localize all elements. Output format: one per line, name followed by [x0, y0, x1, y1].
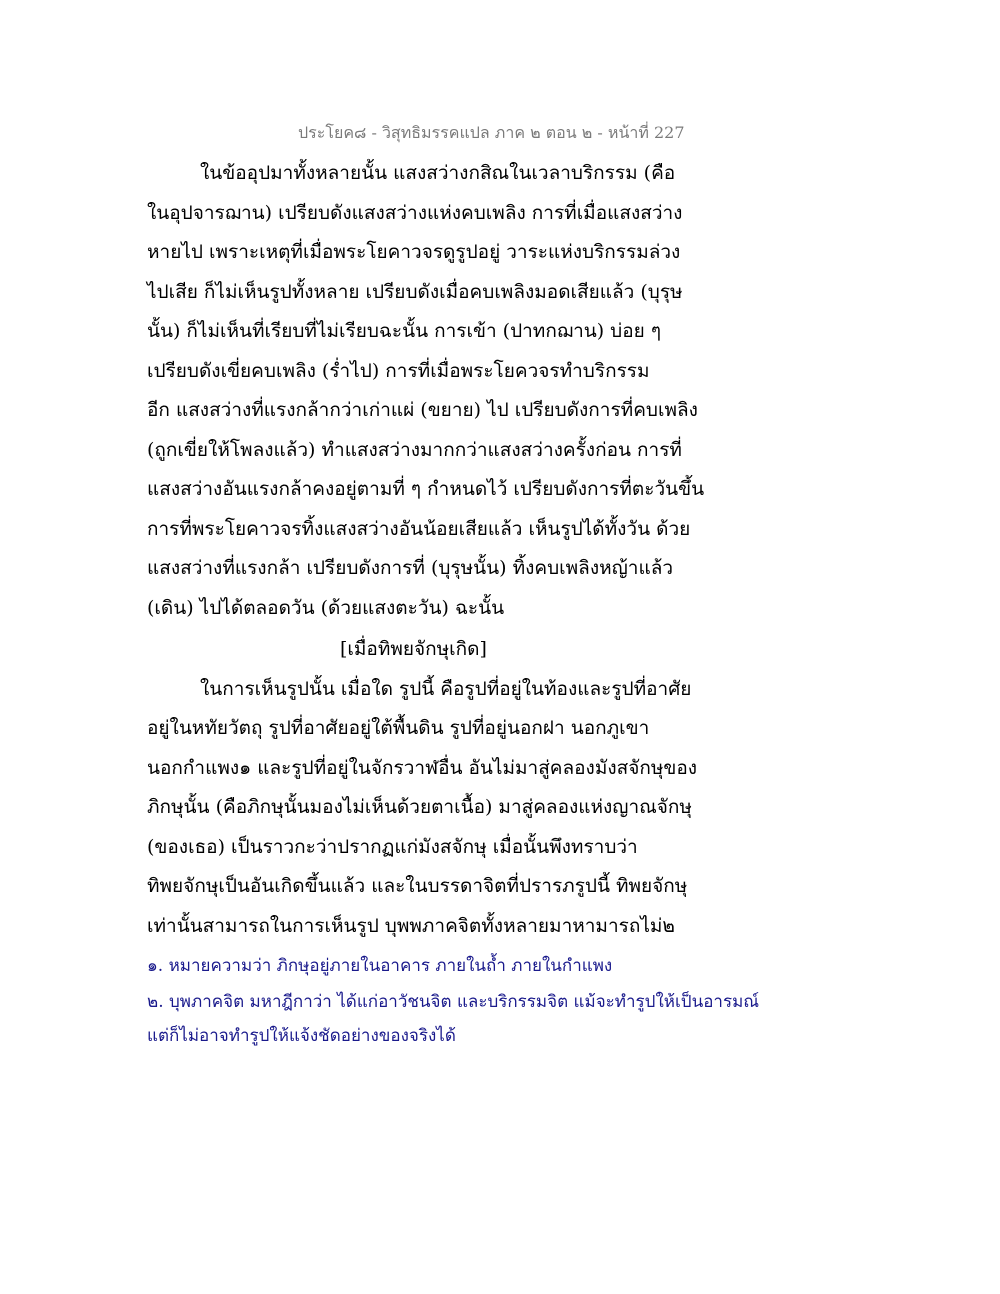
body-line: อีก แสงสว่างที่แรงกล้ากว่าเก่าแผ่ (ขยาย) ไป เปรียบดังการที่คบเพลิง [147, 399, 698, 421]
footnote-2: ๒. บุพภาคจิต มหาฎีกาว่า ได้แก่อาวัชนจิต และบริกรรมจิต แม้จะทำรูปให้เป็นอารมณ์ [147, 992, 760, 1012]
body-line: อยู่ในหทัยวัตถุ รูปที่อาศัยอยู่ใต้พื้นดิน รูปที่อยู่นอกฝา นอกภูเขา [147, 717, 650, 739]
body-line: แสงสว่างอันแรงกล้าคงอยู่ตามที่ ๆ กำหนดไว้ เปรียบดังการที่ตะวันขึ้น [147, 478, 705, 500]
body-line: (ของเธอ) เป็นราวกะว่าปรากฏแก่มังสจักษุ เมื่อนั้นพึงทราบว่า [147, 836, 638, 858]
body-line: แสงสว่างที่แรงกล้า เปรียบดังการที่ (บุรุษนั้น) ทิ้งคบเพลิงหญ้าแล้ว [147, 557, 674, 579]
body-line: การที่พระโยคาวจรทิ้งแสงสว่างอันน้อยเสียแล้ว เห็นรูปได้ทั้งวัน ด้วย [147, 518, 691, 540]
body-line: เปรียบดังเขี่ยคบเพลิง (ร่ำไป) การที่เมื่อพระโยควจรทำบริกรรม [147, 360, 650, 382]
footnote-2-continued: แต่ก็ไม่อาจทำรูปให้แจ้งชัดอย่างของจริงได้ [147, 1026, 456, 1046]
body-line: หายไป เพราะเหตุที่เมื่อพระโยคาวจรดูรูปอยู่ วาระแห่งบริกรรมล่วง [147, 241, 681, 263]
body-line: (ถูกเขี่ยให้โพลงแล้ว) ทำแสงสว่างมากกว่าแสงสว่างครั้งก่อน การที่ [147, 439, 682, 461]
body-line: นั้น) ก็ไม่เห็นที่เรียบที่ไม่เรียบฉะนั้น การเข้า (ปาทกฌาน) บ่อย ๆ [147, 320, 662, 342]
body-line: นอกกำแพง๑ และรูปที่อยู่ในจักรวาฬอื่น อันไม่มาสู่คลองมังสจักษุของ [147, 757, 698, 779]
footnote-1: ๑. หมายความว่า ภิกษุอยู่ภายในอาคาร ภายในถ้ำ ภายในกำแพง [147, 956, 613, 976]
body-line: ทิพยจักษุเป็นอันเกิดขึ้นแล้ว และในบรรดาจิตที่ปรารภรูปนี้ ทิพยจักษุ [147, 875, 688, 897]
body-line: ในอุปจารฌาน) เปรียบดังแสงสว่างแห่งคบเพลิง การที่เมื่อแสงสว่าง [147, 202, 683, 224]
body-line: ภิกษุนั้น (คือภิกษุนั้นมองไม่เห็นด้วยตาเนื้อ) มาสู่คลองแห่งญาณจักษุ [147, 796, 692, 818]
page-header: ประโยค๘ - วิสุทธิมรรคแปล ภาค ๒ ตอน ๒ - หน้าที่ 227 [298, 123, 685, 142]
body-line: เท่านั้นสามารถในการเห็นรูป บุพพภาคจิตทั้งหลายมาหามารถไม่๒ [147, 915, 675, 937]
body-line: ในการเห็นรูปนั้น เมื่อใด รูปนี้ คือรูปที่อยู่ในท้องและรูปที่อาศัย [200, 678, 692, 700]
section-heading: [เมื่อทิพยจักษุเกิด] [340, 638, 487, 660]
body-line: ไปเสีย ก็ไม่เห็นรูปทั้งหลาย เปรียบดังเมื่อคบเพลิงมอดเสียแล้ว (บุรุษ [147, 281, 683, 303]
body-line: ในข้ออุปมาทั้งหลายนั้น แสงสว่างกสิณในเวลาบริกรรม (คือ [200, 162, 676, 184]
body-line: (เดิน) ไปได้ตลอดวัน (ด้วยแสงตะวัน) ฉะนั้น [147, 597, 505, 619]
